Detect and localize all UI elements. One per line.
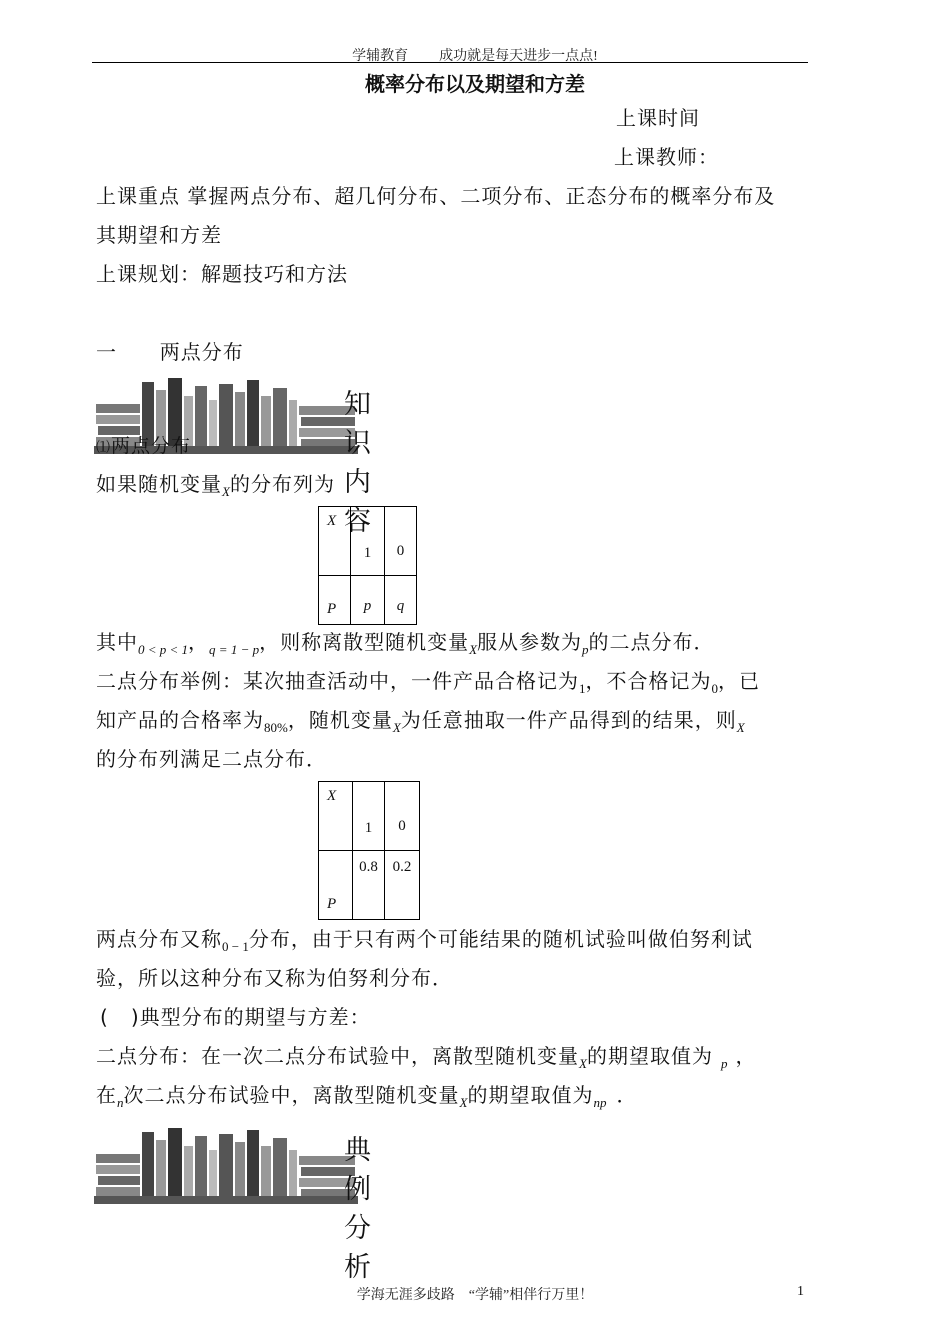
math-var: X <box>736 720 745 735</box>
teacher-label: 上课教师： <box>614 145 719 169</box>
text: 次二点分布试验中，离散型随机变量 <box>123 1083 460 1107</box>
row-label-x: X <box>327 513 337 529</box>
text: 如果随机变量 <box>96 472 222 496</box>
text: 分布，由于只有两个可能结果的随机试验叫做伯努利试 <box>248 927 753 951</box>
header-motto: 成功就是每天进步一点点! <box>439 49 598 64</box>
text: ，随机变量 <box>287 708 393 732</box>
text: ) <box>130 1005 140 1029</box>
banner-title: 知识内容 <box>344 389 371 537</box>
table-cell <box>351 576 385 625</box>
paragraph-definition <box>96 628 715 664</box>
value-cell: 0 <box>398 818 406 834</box>
math-var: X <box>392 720 401 735</box>
prob-cell: 0.2 <box>392 859 412 875</box>
row-label-p: P <box>327 601 337 617</box>
text: ， <box>188 630 210 654</box>
text: 两点分布又称 <box>96 927 222 951</box>
prob-cell: p <box>363 598 372 614</box>
text: ( <box>100 1005 109 1029</box>
text: 为任意抽取一件产品得到的结果，则 <box>400 708 737 732</box>
math-var: np <box>593 1095 607 1110</box>
math-num: 80% <box>264 720 288 735</box>
math-var: p <box>582 642 589 657</box>
section-number: 一 <box>96 340 117 364</box>
paragraph-example-line-3: 的分布列满足二点分布． <box>96 747 327 771</box>
section-title: 两点分布 <box>159 340 244 364</box>
text: ，则称离散型随机变量 <box>259 630 470 654</box>
header-school: 学辅教育 <box>352 49 409 64</box>
books-illustration <box>94 1126 358 1208</box>
paragraph-expectation-line-2 <box>96 1081 637 1117</box>
table-cell <box>385 782 420 851</box>
prob-cell: q <box>396 598 405 614</box>
table-cell <box>319 782 353 851</box>
document-title: 概率分布以及期望和方差 <box>365 72 585 96</box>
math-condition: q = 1 − p <box>209 642 260 657</box>
text: 在 <box>96 1083 117 1107</box>
prob-cell: 0.8 <box>359 859 378 875</box>
table-cell <box>319 507 351 576</box>
class-time-label: 上课时间 <box>616 106 700 130</box>
math-condition: 0 < p < 1 <box>138 642 189 657</box>
subsection-heading <box>96 432 191 462</box>
text: 其中 <box>96 630 138 654</box>
text: 的分布列为 <box>229 472 335 496</box>
math-num: 0 − 1 <box>222 939 249 954</box>
value-cell: 0 <box>396 543 405 559</box>
paragraph-bernoulli-line-1 <box>96 925 753 961</box>
focus-line-2: 其期望和方差 <box>96 223 222 247</box>
value-cell: 1 <box>363 545 372 561</box>
text: 的期望取值为 <box>586 1044 713 1068</box>
paragraph-expectation-heading <box>100 1003 371 1031</box>
text: ， <box>735 1044 757 1068</box>
row-label-x: X <box>327 788 337 804</box>
table-cell <box>385 576 417 625</box>
plan-line: 上课规划：解题技巧和方法 <box>96 262 348 286</box>
math-var: X <box>222 484 230 499</box>
table-cell <box>319 576 351 625</box>
subsection-number: ⑴ <box>96 440 111 456</box>
table-cell <box>319 851 353 920</box>
math-var: X <box>459 1095 468 1110</box>
distribution-table-2 <box>318 781 420 920</box>
text: 知产品的合格率为 <box>96 708 264 732</box>
examples-banner <box>94 1126 371 1283</box>
page-number: 1 <box>797 1284 804 1299</box>
text: 二点分布举例：某次抽查活动中，一件产品合格记为 <box>96 669 579 693</box>
text: 典型分布的期望与方差： <box>139 1005 371 1029</box>
section-heading <box>96 338 244 366</box>
paragraph-bernoulli-line-2: 验，所以这种分布又称为伯努利分布． <box>96 966 453 990</box>
paragraph-example-line-1 <box>96 667 760 703</box>
text: 的二点分布． <box>588 630 715 654</box>
row-label-p: P <box>327 896 337 912</box>
text: 的期望取值为 <box>467 1083 594 1107</box>
table-cell <box>351 507 385 576</box>
table-cell <box>385 851 420 920</box>
math-var: n <box>117 1095 124 1110</box>
subsection-title: 两点分布 <box>111 435 192 457</box>
table-cell <box>353 851 385 920</box>
math-var: X <box>579 1056 587 1071</box>
focus-line-1: 上课重点 掌握两点分布、超几何分布、二项分布、正态分布的概率分布及 <box>96 184 776 208</box>
paragraph-intro <box>96 470 335 506</box>
text: 服从参数为 <box>477 630 583 654</box>
value-cell: 1 <box>364 820 373 836</box>
math-var: p <box>720 1056 728 1071</box>
banner-title: 典例分析 <box>344 1135 371 1283</box>
text: ． <box>616 1083 638 1107</box>
header-divider <box>92 62 808 63</box>
math-num: 0 <box>711 681 718 696</box>
text: ，已 <box>718 669 760 693</box>
text: ，不合格记为 <box>585 669 712 693</box>
table-cell <box>385 507 417 576</box>
paragraph-example-line-2 <box>96 706 745 742</box>
math-var: X <box>469 642 478 657</box>
paragraph-expectation-line-1 <box>96 1042 756 1078</box>
text: 二点分布：在一次二点分布试验中，离散型随机变量 <box>96 1044 579 1068</box>
page-footer: 学海无涯多歧路 “学辅”相伴行万里！ <box>356 1288 594 1303</box>
table-cell <box>353 782 385 851</box>
math-num: 1 <box>579 681 586 696</box>
distribution-table-1 <box>318 506 417 625</box>
